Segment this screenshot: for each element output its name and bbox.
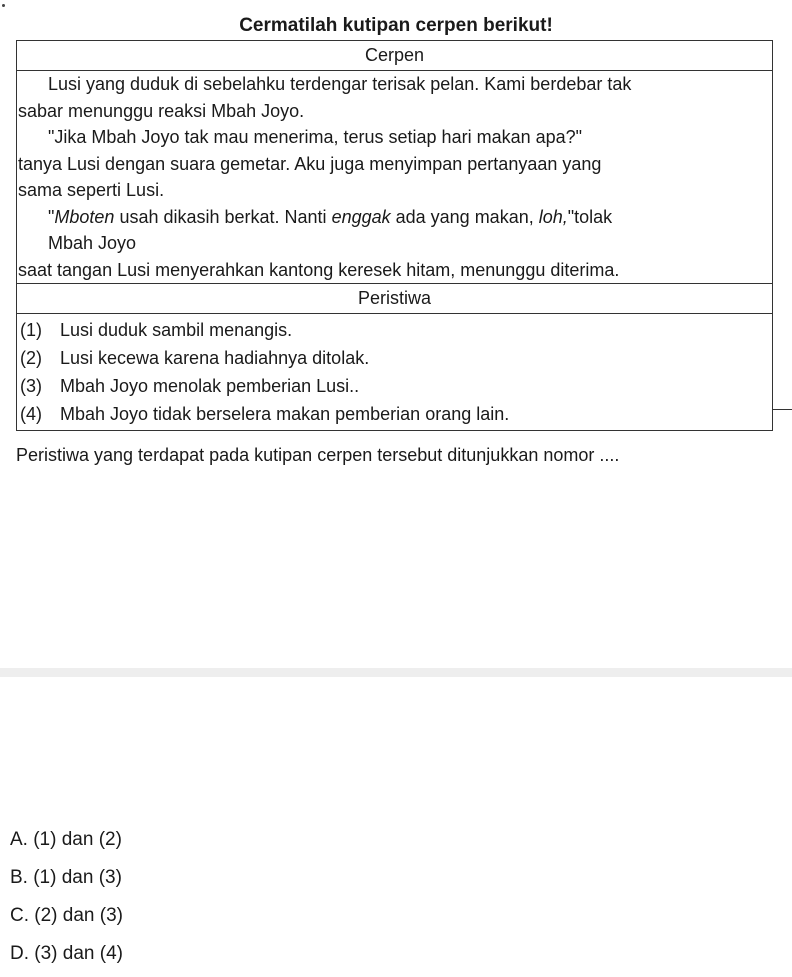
option-b[interactable]: B. (1) dan (3): [10, 867, 122, 888]
italic-word-loh: loh,: [538, 206, 568, 227]
event-number: (3): [20, 376, 42, 396]
story-text: "tolak: [567, 206, 613, 227]
events-list: [17, 314, 772, 430]
question-text: Peristiwa yang terdapat pada kutipan cerpen tersebut ditunjukkan nomor ....: [16, 445, 620, 465]
excerpt-table: [16, 40, 773, 431]
italic-word-mboten: Mboten: [54, 206, 115, 227]
story-header: Cerpen: [17, 41, 772, 71]
event-text: Lusi duduk sambil menangis.: [60, 320, 293, 340]
option-d[interactable]: D. (3) dan (4): [10, 943, 123, 964]
event-text: Lusi kecewa karena hadiahnya ditolak.: [60, 348, 370, 368]
story-line-dialogue: [18, 204, 772, 231]
story-line: sama seperti Lusi.: [18, 180, 165, 200]
story-text: usah dikasih berkat. Nanti: [114, 206, 332, 227]
answer-options: [10, 825, 123, 977]
event-number: (2): [20, 348, 42, 368]
story-text: ada yang makan,: [390, 206, 539, 227]
quote-mark: ": [48, 206, 55, 227]
event-item: [20, 372, 772, 400]
events-header: Peristiwa: [17, 284, 772, 314]
story-line: sabar menunggu reaksi Mbah Joyo.: [18, 100, 305, 121]
event-number: (1): [20, 320, 42, 340]
story-line: Lusi yang duduk di sebelahku terdengar terisak pelan. Kami berdebar tak: [48, 74, 632, 94]
bullet-dot: [2, 4, 5, 7]
table-bottom-rule-extension: [773, 409, 792, 410]
event-item: [20, 316, 772, 344]
story-line: "Jika Mbah Joyo tak mau menerima, terus setiap hari makan apa?": [48, 127, 583, 147]
event-text: Mbah Joyo menolak pemberian Lusi..: [60, 376, 360, 396]
story-line: Mbah Joyo: [48, 233, 137, 253]
story-line: tanya Lusi dengan suara gemetar. Aku juga menyimpan pertanyaan yang: [18, 153, 602, 174]
event-number: (4): [20, 404, 42, 424]
option-a[interactable]: A. (1) dan (2): [10, 829, 122, 850]
story-line: saat tangan Lusi menyerahkan kantong keresek hitam, menunggu diterima.: [18, 259, 620, 280]
option-c[interactable]: C. (2) dan (3): [10, 905, 123, 926]
story-excerpt: [17, 71, 772, 284]
section-divider: [0, 668, 792, 677]
italic-word-enggak: enggak: [331, 206, 391, 227]
event-item: [20, 400, 772, 428]
instruction-title: Cermatilah kutipan cerpen berikut!: [239, 15, 553, 36]
event-text: Mbah Joyo tidak berselera makan pemberian orang lain.: [60, 404, 510, 424]
event-item: [20, 344, 772, 372]
